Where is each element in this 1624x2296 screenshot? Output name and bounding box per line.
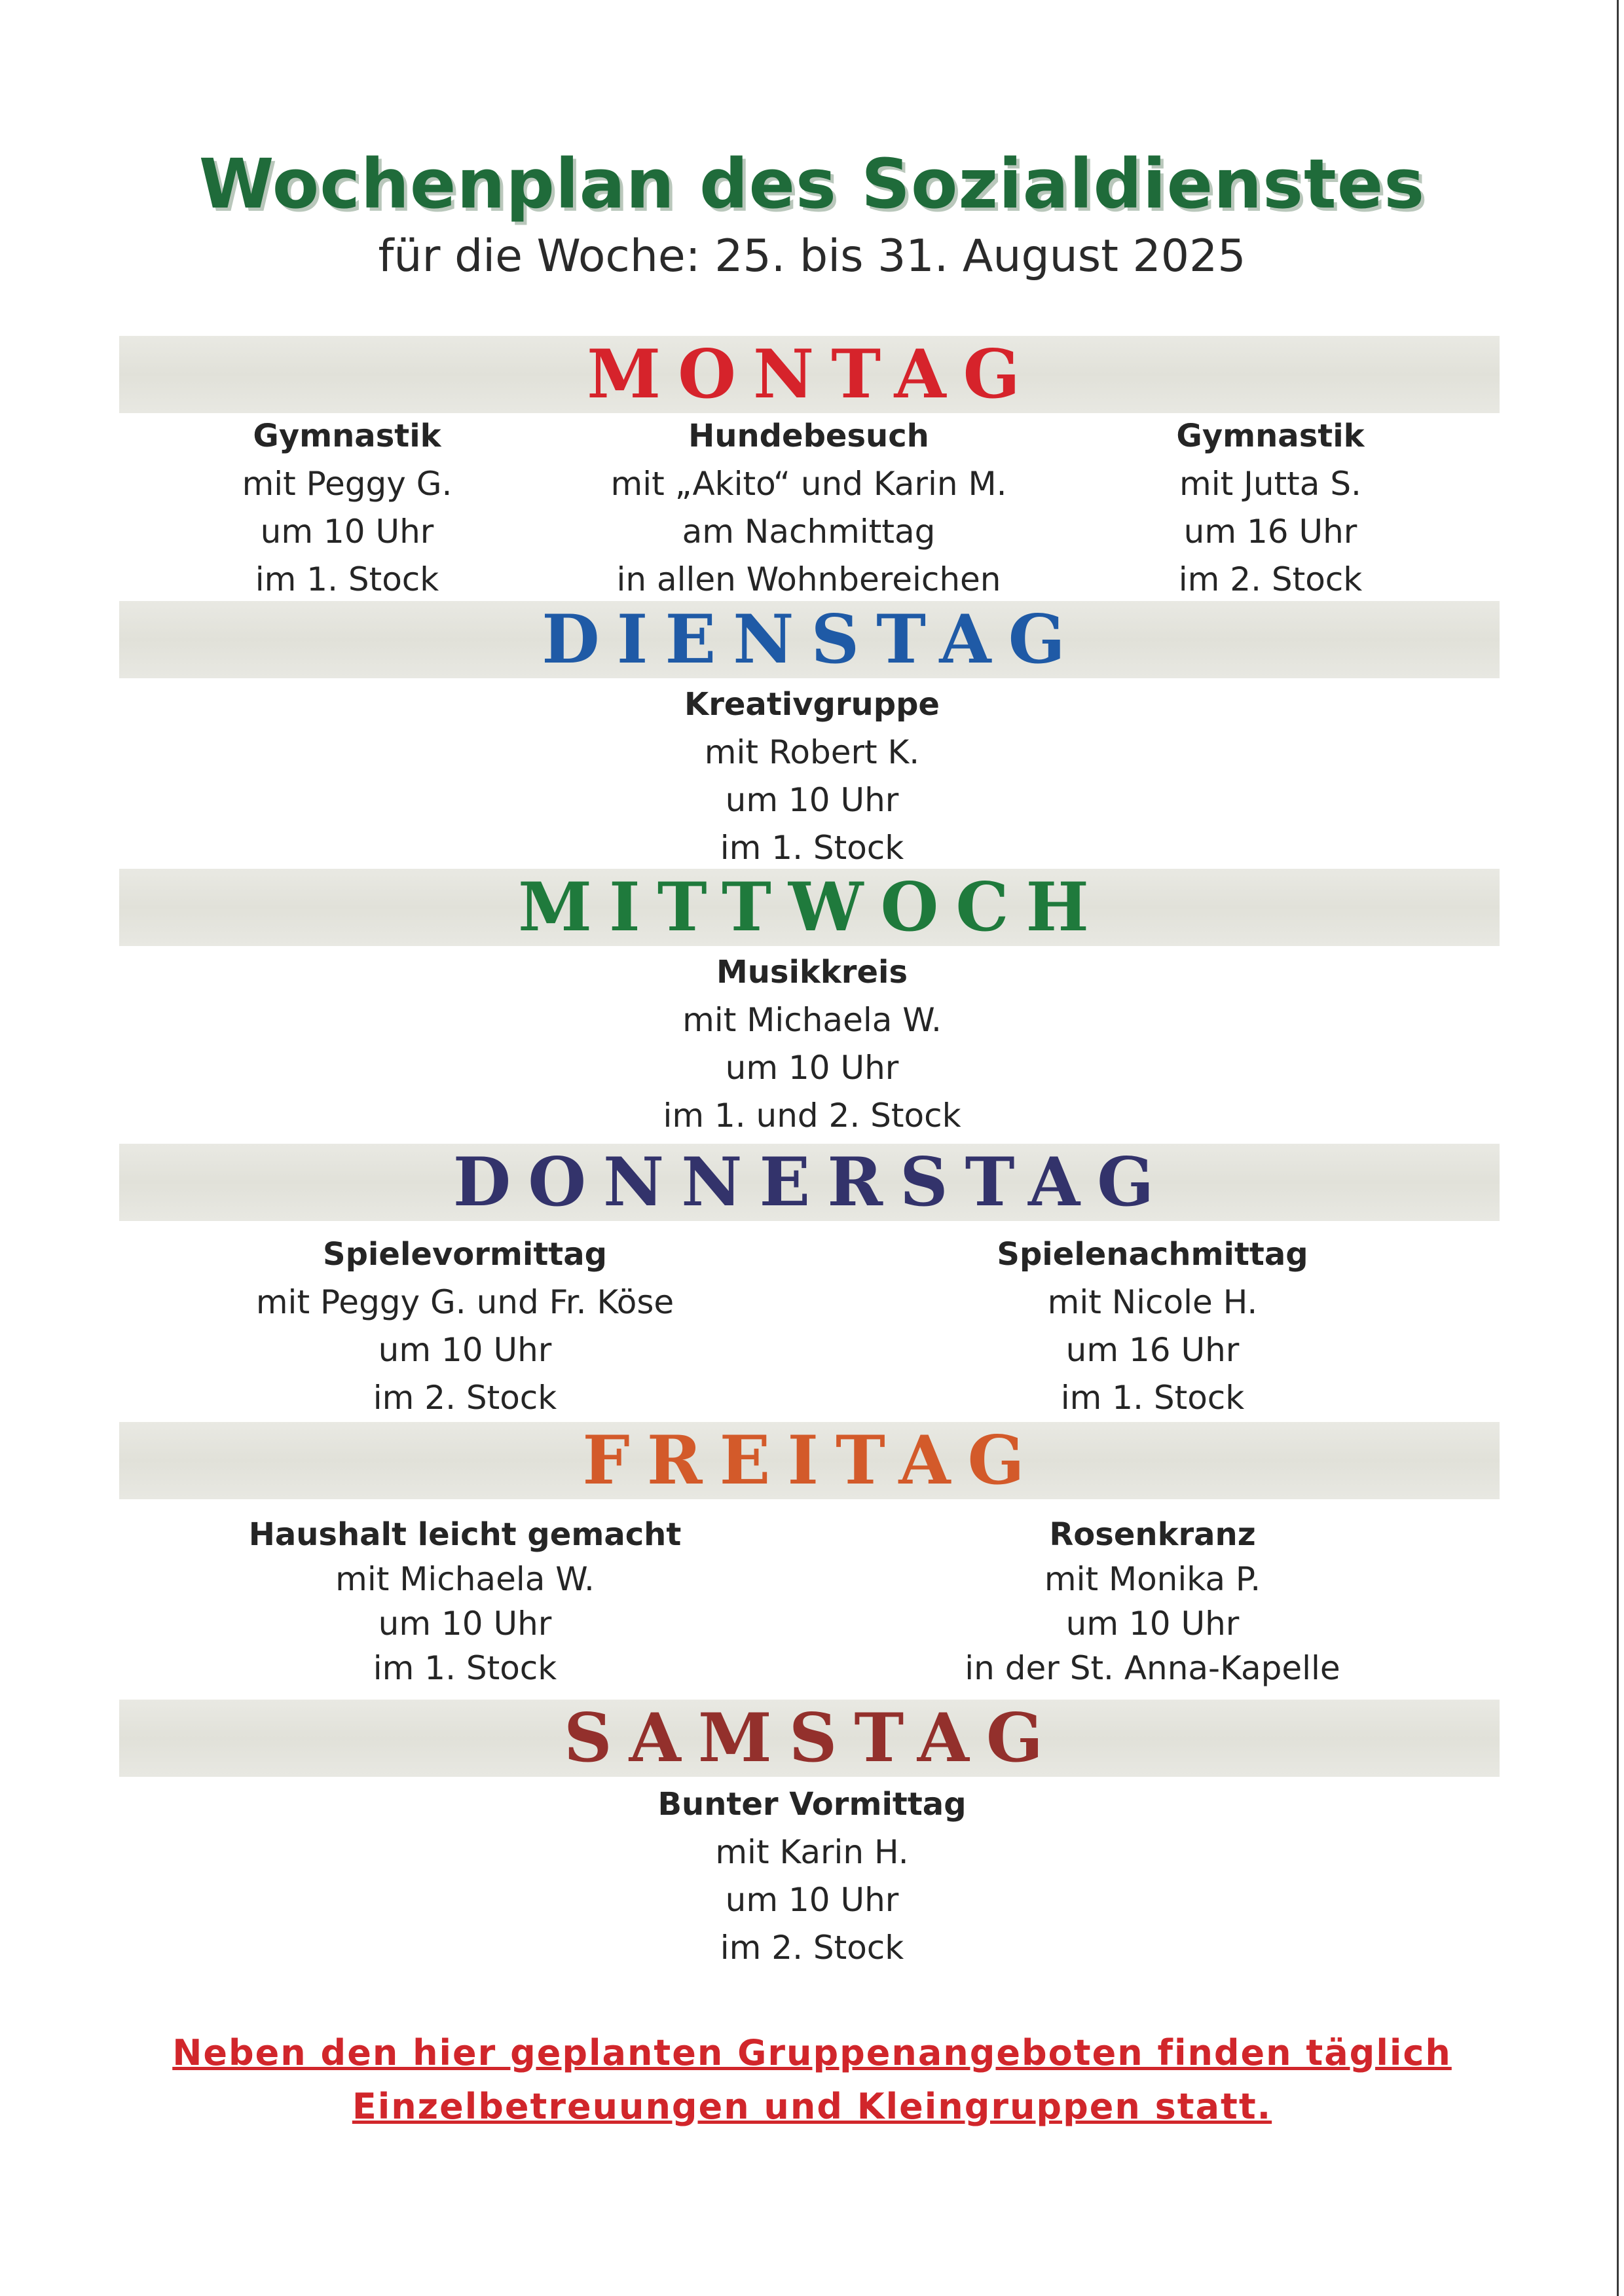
activity-with: mit Monika P.	[1044, 1560, 1261, 1598]
activity-name: Spielevormittag	[323, 1236, 607, 1273]
activity-montag-3	[1074, 412, 1467, 604]
activity-with: mit „Akito“ und Karin M.	[610, 465, 1007, 503]
activity-montag-2	[547, 412, 1071, 604]
activity-with: mit Peggy G. und Fr. Köse	[255, 1283, 674, 1321]
activity-with: mit Nicole H.	[1047, 1283, 1258, 1321]
page-subtitle: für die Woche: 25. bis 31. August 2025	[378, 230, 1246, 282]
activity-with: mit Jutta S.	[1179, 465, 1361, 503]
day-heading-donnerstag: DONNERSTAG	[452, 1143, 1172, 1222]
activity-time: um 10 Uhr	[378, 1605, 552, 1643]
day-heading-freitag: FREITAG	[582, 1421, 1042, 1500]
activity-with: mit Karin H.	[715, 1833, 909, 1871]
activity-with: mit Michaela W.	[682, 1001, 942, 1039]
activity-time: um 16 Uhr	[1183, 513, 1357, 551]
activity-name: Spielenachmittag	[997, 1236, 1308, 1273]
activity-name: Kreativgruppe	[684, 686, 940, 723]
activity-time: um 16 Uhr	[1065, 1331, 1240, 1369]
activity-place: in der St. Anna-Kapelle	[965, 1649, 1340, 1687]
footer-note-line1: Neben den hier geplanten Gruppenangeboten finden täglich	[172, 2032, 1452, 2073]
activity-with: mit Robert K.	[704, 733, 920, 771]
activity-time: um 10 Uhr	[1065, 1605, 1240, 1643]
activity-samstag-1	[550, 1781, 1074, 1972]
activity-name: Gymnastik	[1176, 418, 1365, 454]
activity-place: im 2. Stock	[720, 1929, 904, 1967]
activity-place: im 1. Stock	[255, 560, 439, 598]
day-heading-montag: MONTAG	[587, 335, 1037, 414]
activity-freitag-2	[891, 1512, 1414, 1690]
activity-name: Musikkreis	[716, 954, 908, 991]
page-title: Wochenplan des Sozialdienstes	[198, 144, 1426, 224]
day-heading-mittwoch: MITTWOCH	[518, 868, 1106, 947]
activity-time: um 10 Uhr	[378, 1331, 552, 1369]
activity-name: Rosenkranz	[1049, 1516, 1256, 1553]
activity-name: Hundebesuch	[688, 418, 929, 454]
activity-with: mit Michaela W.	[335, 1560, 595, 1598]
day-heading-dienstag: DIENSTAG	[542, 600, 1082, 679]
activity-dienstag-1	[550, 681, 1074, 872]
activity-place: in allen Wohnbereichen	[616, 560, 1001, 598]
activity-place: im 1. Stock	[373, 1649, 557, 1687]
footer-note	[0, 2026, 1624, 2134]
activity-mittwoch-1	[550, 949, 1074, 1140]
activity-donnerstag-2	[891, 1231, 1414, 1422]
footer-note-line2: Einzelbetreuungen und Kleingruppen statt.	[352, 2086, 1272, 2127]
activity-time: um 10 Uhr	[725, 1049, 899, 1087]
activity-time: um 10 Uhr	[260, 513, 434, 551]
activity-name: Bunter Vormittag	[657, 1786, 967, 1823]
day-heading-samstag: SAMSTAG	[564, 1699, 1060, 1777]
activity-time: am Nachmittag	[682, 513, 936, 551]
activity-time: um 10 Uhr	[725, 781, 899, 819]
activity-place: im 1. Stock	[1060, 1379, 1245, 1417]
activity-place: im 2. Stock	[373, 1379, 557, 1417]
activity-name: Haushalt leicht gemacht	[248, 1516, 682, 1553]
activity-time: um 10 Uhr	[725, 1881, 899, 1919]
activity-montag-1	[151, 412, 544, 604]
activity-place: im 1. und 2. Stock	[663, 1097, 961, 1135]
activity-name: Gymnastik	[253, 418, 441, 454]
activity-place: im 2. Stock	[1178, 560, 1363, 598]
activity-donnerstag-1	[203, 1231, 727, 1422]
activity-freitag-1	[203, 1512, 727, 1690]
activity-with: mit Peggy G.	[242, 465, 452, 503]
activity-place: im 1. Stock	[720, 829, 904, 867]
